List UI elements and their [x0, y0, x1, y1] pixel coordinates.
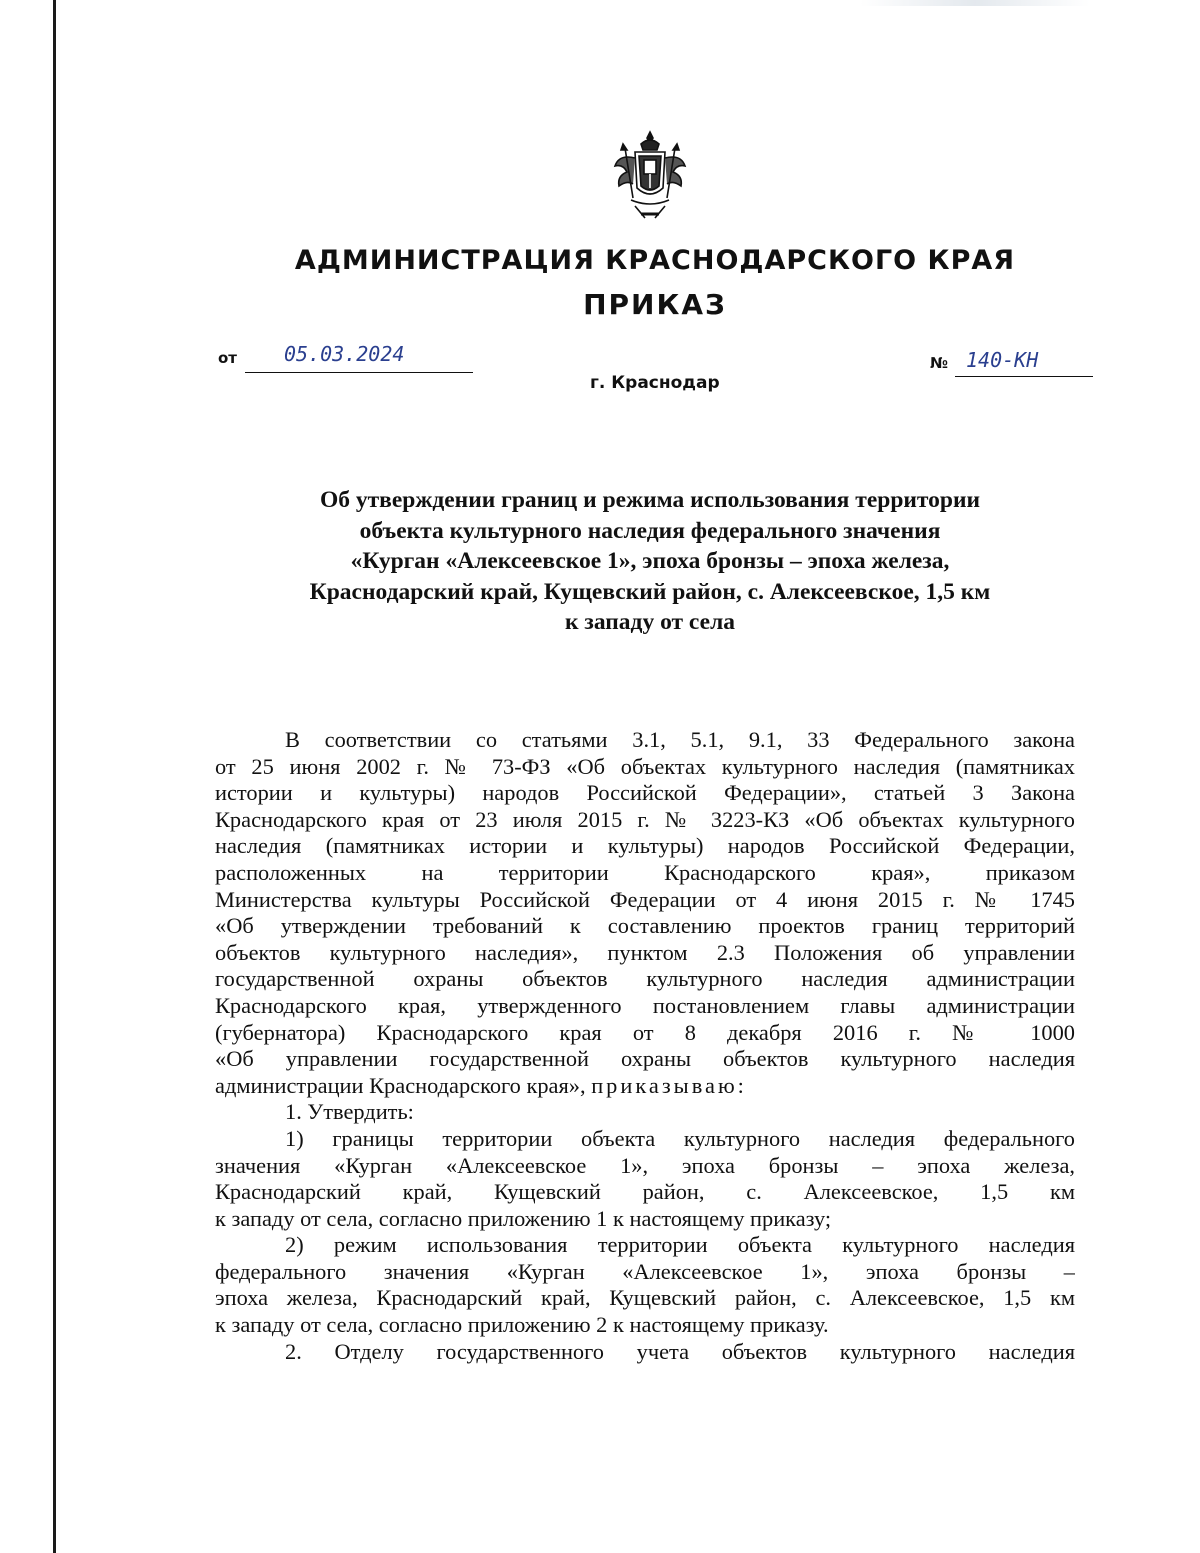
handwritten-number: 140-КН: [966, 348, 1039, 372]
preamble-end: администрации Краснодарского края»,: [215, 1072, 586, 1098]
date-label: от: [218, 349, 237, 367]
body-line: 2) режим использования территории объекта культурного наследия: [285, 1232, 1075, 1258]
document-type: ПРИКАЗ: [583, 288, 727, 321]
subject-line: Краснодарский край, Кущевский район, с. Алексеевское, 1,5 км: [309, 578, 991, 605]
body-line-last: к западу от села, согласно приложению 2 к настоящему приказу.: [215, 1312, 829, 1338]
body-line: государственной охраны объектов культурного наследия администрации: [215, 966, 1075, 992]
body-line: значения «Курган «Алексеевское 1», эпоха бронзы – эпоха железа,: [215, 1152, 1075, 1178]
body-line: В соответствии со статьями 3.1, 5.1, 9.1, 33 Федерального закона: [285, 727, 1075, 752]
subject-line: к западу от села: [564, 609, 736, 635]
item-2: 2. Отделу государственного учета объектов культурного наследия: [285, 1338, 1075, 1364]
body-line: «Об управлении государственной охраны объектов культурного наследия: [215, 1046, 1075, 1072]
body-line-last: к западу от села, согласно приложению 1 к настоящему приказу;: [215, 1205, 832, 1231]
number-label: №: [930, 354, 949, 372]
subject-line: Об утверждении границ и режима использования территории: [319, 487, 981, 513]
number-underline: [955, 376, 1093, 377]
body-line: федерального значения «Курган «Алексеевское 1», эпоха бронзы –: [215, 1258, 1075, 1284]
body-line: истории и культуры) народов Российской Федерации», статьей 3 Закона: [215, 780, 1075, 806]
subject-line: «Курган «Алексеевское 1», эпоха бронзы – эпоха железа,: [350, 548, 950, 574]
body-line: Краснодарского края, утвержденного постановлением главы администрации: [215, 992, 1075, 1018]
date-underline: [245, 372, 473, 373]
order-subject: [250, 485, 1050, 638]
body-line: от 25 июня 2002 г. № 73-ФЗ «Об объектах культурного наследия (памятниках: [215, 753, 1075, 779]
order-verb: приказываю:: [591, 1072, 747, 1098]
city-name: г. Краснодар: [590, 373, 720, 393]
body-line: наследия (памятниках истории и культуры) народов Российской Федерации,: [215, 833, 1075, 859]
handwritten-date: 05.03.2024: [284, 342, 405, 366]
body-line: объектов культурного наследия», пунктом 2.3 Положения об управлении: [215, 939, 1075, 965]
scan-smudge: [860, 0, 1090, 6]
coat-of-arms-emblem: [605, 128, 695, 224]
body-line: Министерства культуры Российской Федерации от 4 июня 2015 г. № 1745: [215, 886, 1075, 912]
body-line: Краснодарский край, Кущевский район, с. Алексеевское, 1,5 км: [215, 1179, 1075, 1205]
order-body: [215, 727, 1075, 1365]
body-line: 1) границы территории объекта культурного наследия федерального: [285, 1125, 1075, 1151]
organization-name: АДМИНИСТРАЦИЯ КРАСНОДАРСКОГО КРАЯ: [294, 245, 1016, 276]
body-line: Краснодарского края от 23 июля 2015 г. № 3223-КЗ «Об объектах культурного: [215, 806, 1075, 832]
body-line: эпоха железа, Краснодарский край, Кущевский район, с. Алексеевское, 1,5 км: [215, 1285, 1075, 1311]
page-left-edge: [53, 0, 56, 1553]
body-line-last: [215, 1073, 1075, 1100]
subject-line: объекта культурного наследия федерального значения: [359, 517, 941, 544]
body-line: расположенных на территории Краснодарского края», приказом: [215, 859, 1075, 885]
body-line: (губернатора) Краснодарского края от 8 декабря 2016 г. № 1000: [215, 1019, 1075, 1045]
body-line: «Об утверждении требований к составлению проектов границ территорий: [215, 913, 1075, 939]
item-1: 1. Утвердить:: [285, 1099, 414, 1125]
